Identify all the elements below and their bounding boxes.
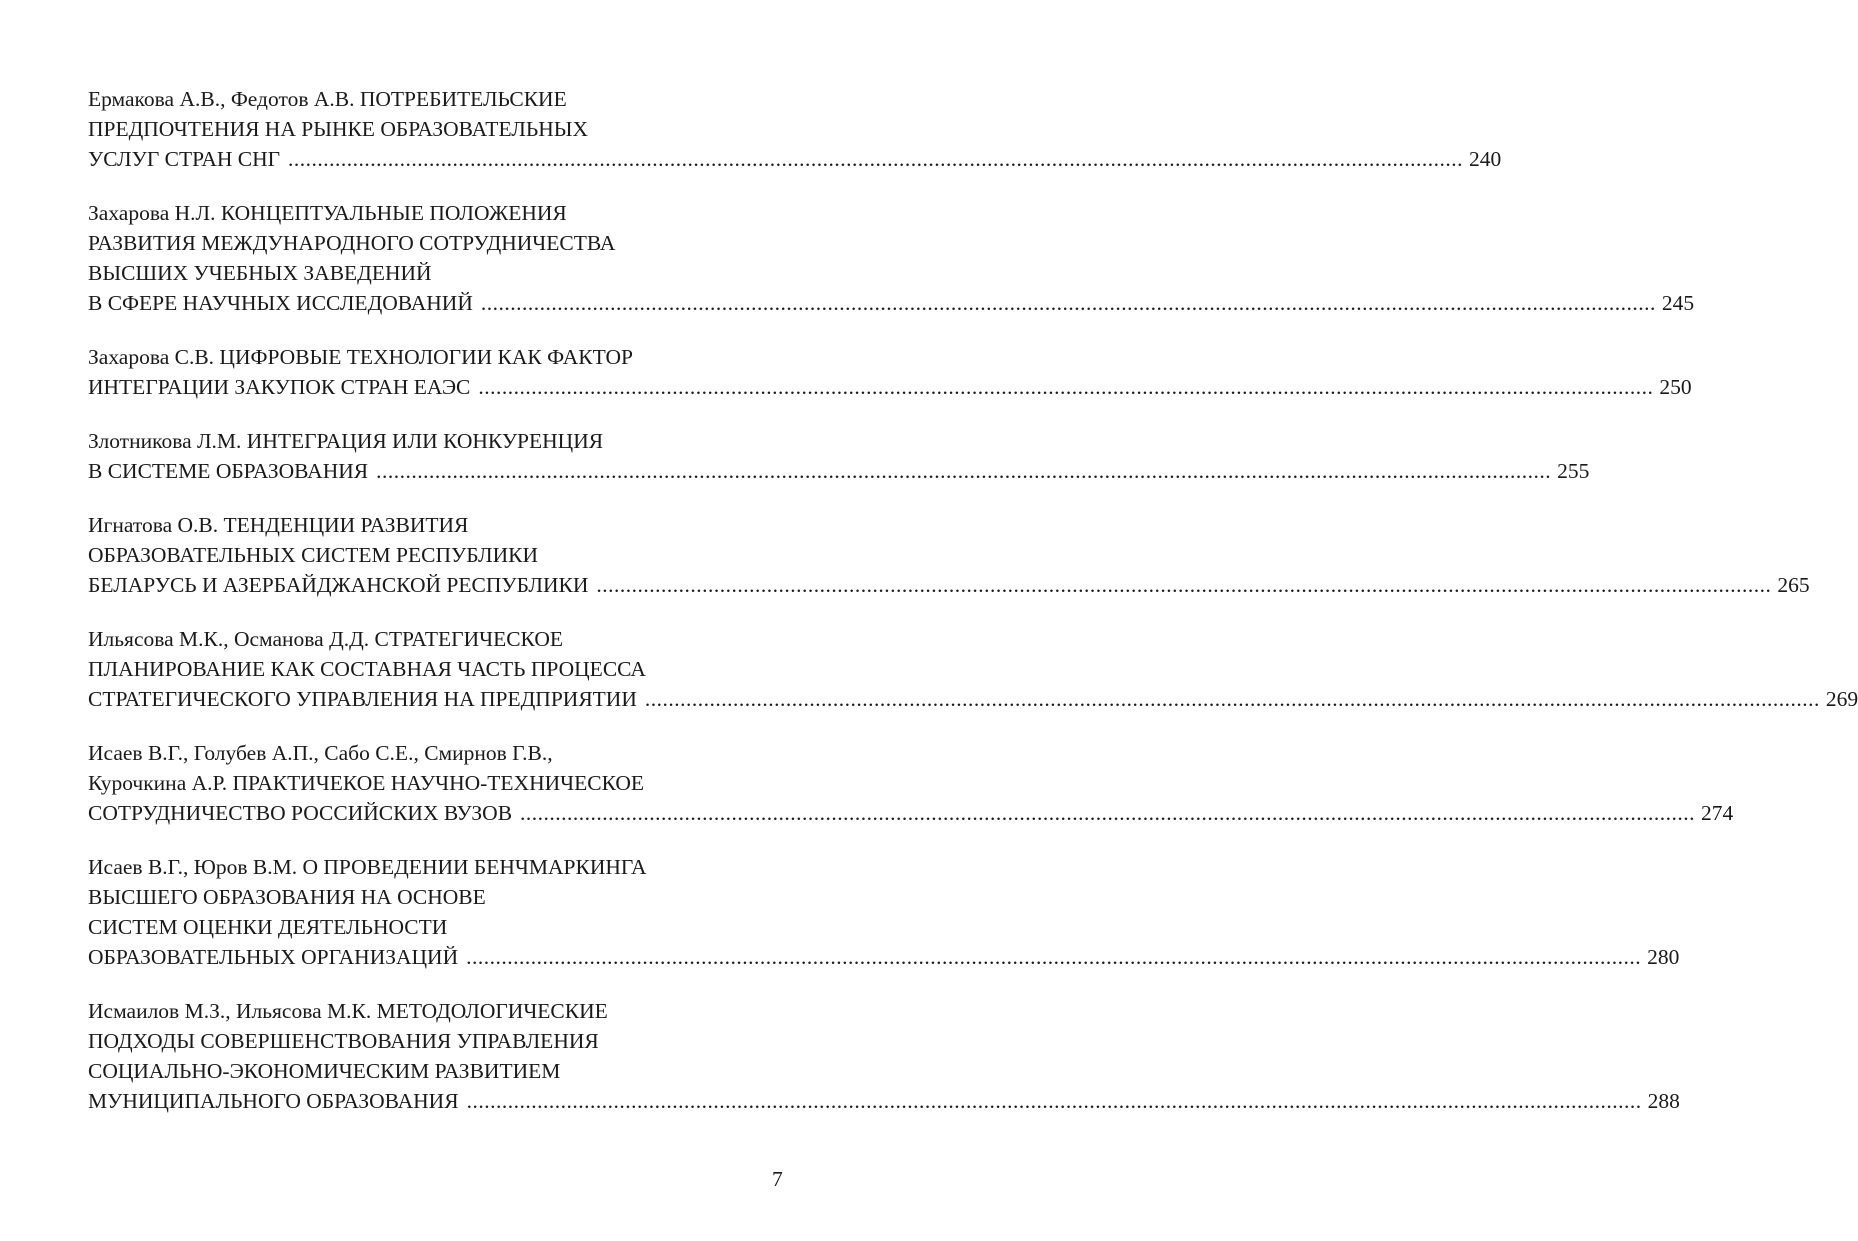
toc-entry-line: ПРЕДПОЧТЕНИЯ НА РЫНКЕ ОБРАЗОВАТЕЛЬНЫХ [88, 117, 589, 141]
toc-entry[interactable] [88, 342, 1692, 402]
toc-entry-line: Злотникова Л.М. ИНТЕГРАЦИЯ ИЛИ КОНКУРЕНЦИЯ [88, 429, 604, 453]
toc-entry-line: ОБРАЗОВАТЕЛЬНЫХ СИСТЕМ РЕСПУБЛИКИ [88, 543, 539, 567]
toc-entry[interactable] [88, 852, 1680, 972]
toc-page-number: 265 [1777, 573, 1810, 597]
toc-entry-line: В СИСТЕМЕ ОБРАЗОВАНИЯ [88, 459, 369, 483]
dot-leader: ........................................................................................................................................................................................................ [520, 801, 1696, 825]
dot-leader: ........................................................................................................................................................................................................ [376, 459, 1552, 483]
dot-leader: ........................................................................................................................................................................................................ [644, 687, 1820, 711]
toc-entry-line: ПЛАНИРОВАНИЕ КАК СОСТАВНАЯ ЧАСТЬ ПРОЦЕССА [88, 657, 646, 681]
toc-entry-line: СТРАТЕГИЧЕСКОГО УПРАВЛЕНИЯ НА ПРЕДПРИЯТИИ [88, 687, 637, 711]
toc-entry[interactable] [88, 84, 1502, 174]
toc-entry-line: СИСТЕМ ОЦЕНКИ ДЕЯТЕЛЬНОСТИ [88, 915, 448, 939]
toc-entry[interactable] [88, 426, 1590, 486]
toc-entry-line: БЕЛАРУСЬ И АЗЕРБАЙДЖАНСКОЙ РЕСПУБЛИКИ [88, 573, 589, 597]
toc-entry-last-line [88, 570, 1810, 600]
toc-page-number: 274 [1701, 801, 1734, 825]
toc-page-number: 250 [1659, 375, 1692, 399]
toc-page-number: 280 [1647, 945, 1680, 969]
toc-entry-last-line [88, 372, 1692, 402]
toc-entry-last-line [88, 798, 1734, 828]
toc-entry-line: РАЗВИТИЯ МЕЖДУНАРОДНОГО СОТРУДНИЧЕСТВА [88, 231, 616, 255]
toc-page-number: 255 [1557, 459, 1590, 483]
toc-entry[interactable] [88, 996, 1680, 1116]
toc-entry-line: Захарова Н.Л. КОНЦЕПТУАЛЬНЫЕ ПОЛОЖЕНИЯ [88, 201, 567, 225]
toc-entry-line: ВЫСШИХ УЧЕБНЫХ ЗАВЕДЕНИЙ [88, 261, 432, 285]
toc-entry-line: Игнатова О.В. ТЕНДЕНЦИИ РАЗВИТИЯ [88, 513, 469, 537]
dot-leader: ........................................................................................................................................................................................................ [596, 573, 1772, 597]
toc-entry-line: Ильясова М.К., Османова Д.Д. СТРАТЕГИЧЕСКОЕ [88, 627, 564, 651]
toc-entry-line: Исаев В.Г., Голубев А.П., Сабо С.Е., Смирнов Г.В., [88, 741, 553, 765]
toc-entry-line: Захарова С.В. ЦИФРОВЫЕ ТЕХНОЛОГИИ КАК ФАКТОР [88, 345, 633, 369]
toc-entry-line: Исмаилов М.З., Ильясова М.К. МЕТОДОЛОГИЧЕСКИЕ [88, 999, 608, 1023]
toc-entry-last-line [88, 144, 1502, 174]
toc-entry-line: ВЫСШЕГО ОБРАЗОВАНИЯ НА ОСНОВЕ [88, 885, 486, 909]
toc-entry-line: СОЦИАЛЬНО-ЭКОНОМИЧЕСКИМ РАЗВИТИЕМ [88, 1059, 561, 1083]
toc-entry[interactable] [88, 198, 1695, 318]
toc-entry[interactable] [88, 624, 1858, 714]
toc-page-number: 269 [1825, 687, 1858, 711]
toc-entry-last-line [88, 942, 1680, 972]
toc-entry[interactable] [88, 738, 1734, 828]
dot-leader: ........................................................................................................................................................................................................ [480, 291, 1656, 315]
dot-leader: ........................................................................................................................................................................................................ [478, 375, 1654, 399]
page-number: 7 [772, 1167, 783, 1191]
toc-entry-last-line [88, 1086, 1680, 1116]
toc-entry-last-line [88, 288, 1695, 318]
toc-entry-line: ИНТЕГРАЦИИ ЗАКУПОК СТРАН ЕАЭС [88, 375, 471, 399]
dot-leader: ........................................................................................................................................................................................................ [288, 147, 1464, 171]
toc-entry-line: ПОДХОДЫ СОВЕРШЕНСТВОВАНИЯ УПРАВЛЕНИЯ [88, 1029, 599, 1053]
dot-leader: ........................................................................................................................................................................................................ [466, 1089, 1642, 1113]
toc-page-number: 240 [1469, 147, 1502, 171]
table-of-contents [88, 84, 1858, 1140]
toc-entry-line: Ермакова А.В., Федотов А.В. ПОТРЕБИТЕЛЬСКИЕ [88, 87, 567, 111]
toc-entry-line: ОБРАЗОВАТЕЛЬНЫХ ОРГАНИЗАЦИЙ [88, 945, 459, 969]
toc-entry-line: Курочкина А.Р. ПРАКТИЧЕКОЕ НАУЧНО-ТЕХНИЧЕСКОЕ [88, 771, 645, 795]
toc-entry-line: Исаев В.Г., Юров В.М. О ПРОВЕДЕНИИ БЕНЧМАРКИНГА [88, 855, 647, 879]
toc-entry-last-line [88, 684, 1858, 714]
toc-entry-last-line [88, 456, 1590, 486]
toc-page-number: 245 [1661, 291, 1695, 315]
dot-leader: ........................................................................................................................................................................................................ [466, 945, 1642, 969]
toc-entry-line: В СФЕРЕ НАУЧНЫХ ИССЛЕДОВАНИЙ [88, 291, 473, 315]
toc-entry[interactable] [88, 510, 1810, 600]
toc-entry-line: УСЛУГ СТРАН СНГ [88, 147, 281, 171]
toc-entry-line: МУНИЦИПАЛЬНОГО ОБРАЗОВАНИЯ [88, 1089, 459, 1113]
toc-entry-line: СОТРУДНИЧЕСТВО РОССИЙСКИХ ВУЗОВ [88, 801, 513, 825]
toc-page-number: 288 [1647, 1089, 1680, 1113]
